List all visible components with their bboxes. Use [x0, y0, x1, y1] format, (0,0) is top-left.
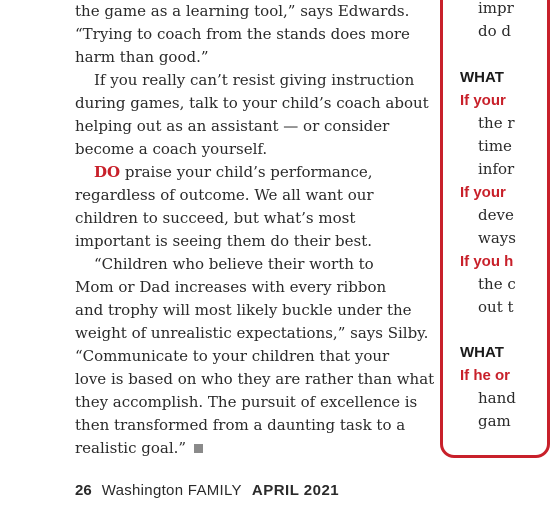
sidebar-heading: WHAT	[460, 344, 504, 361]
sidebar-heading: WHAT	[460, 69, 504, 86]
article-line-last	[75, 437, 425, 460]
sidebar-text: hand	[478, 389, 516, 407]
article-line: children to succeed, but what’s most	[75, 209, 356, 227]
article-line: weight of unrealistic expectations,” says Silby.	[75, 324, 429, 342]
article-line: harm than good.”	[75, 48, 209, 66]
page-number: 26	[75, 482, 92, 499]
sidebar-text: impr	[478, 0, 514, 17]
sidebar-text: time	[478, 137, 512, 155]
sidebar-text: do d	[478, 22, 512, 40]
article-line: become a coach yourself.	[75, 140, 268, 158]
article-line: they accomplish. The pursuit of excellence is	[75, 393, 418, 411]
sidebar-subheading: If your	[460, 184, 506, 201]
article-line: love is based on who they are rather than what	[75, 370, 435, 388]
article-line: helping out as an assistant — or consider	[75, 117, 390, 135]
article-line-text: realistic goal.”	[75, 439, 187, 457]
sidebar-text: deve	[478, 206, 514, 224]
sidebar-text: ways	[478, 229, 516, 247]
sidebar-subheading: If your	[460, 92, 506, 109]
article-line: then transformed from a daunting task to a	[75, 416, 406, 434]
sidebar-subheading: If he or	[460, 367, 511, 384]
article-line: “Trying to coach from the stands does more	[75, 25, 410, 43]
sidebar-subheading: If you h	[460, 253, 514, 270]
article-line: If you really can’t resist giving instruction	[94, 71, 415, 89]
sidebar-text: infor	[478, 160, 515, 178]
article-line-text: praise your child’s performance,	[120, 163, 373, 181]
issue-date: APRIL 2021	[251, 482, 340, 499]
article-column	[75, 0, 435, 460]
article-line: important is seeing them do their best.	[75, 232, 373, 250]
article-line-do	[75, 161, 425, 184]
page-footer	[75, 482, 339, 499]
article-line: Mom or Dad increases with every ribbon	[75, 278, 387, 296]
article-line: the game as a learning tool,” says Edwards.	[75, 2, 410, 20]
article-line: and trophy will most likely buckle under the	[75, 301, 412, 319]
sidebar-text: the c	[478, 275, 516, 293]
end-of-article-square-icon	[194, 444, 203, 453]
sidebar-text: out t	[478, 298, 514, 316]
article-line: regardless of outcome. We all want our	[75, 186, 374, 204]
article-line: “Children who believe their worth to	[94, 255, 374, 273]
article-line: “Communicate to your children that your	[75, 347, 390, 365]
sidebar-text: gam	[478, 412, 511, 430]
article-line: during games, talk to your child’s coach about	[75, 94, 429, 112]
do-lead-word: DO	[94, 163, 121, 181]
magazine-name: Washington FAMILY	[101, 482, 242, 499]
sidebar-text: the r	[478, 114, 515, 132]
